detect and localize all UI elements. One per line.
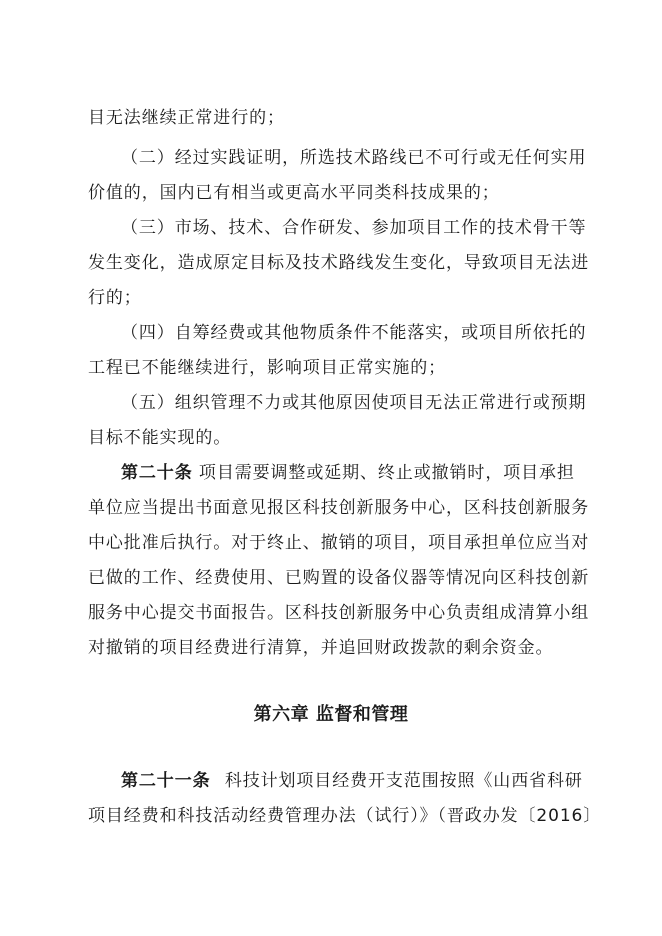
article-20-first-line	[121, 463, 575, 483]
paragraph-line: 对撤销的项目经费进行清算，并追回财政拨款的剩余资金。	[88, 638, 554, 658]
paragraph-line: 行的；	[88, 288, 142, 308]
paragraph-line: （三）市场、技术、合作研发、参加项目工作的技术骨干等	[121, 218, 587, 238]
paragraph-line: 发生变化，造成原定目标及技术路线发生变化，导致项目无法进	[88, 253, 590, 273]
paragraph-line: 中心批准后执行。对于终止、撤销的项目，项目承担单位应当对	[88, 533, 590, 553]
article-21-text: 科技计划项目经费开支范围按照《山西省科研	[224, 771, 583, 791]
paragraph-line: 单位应当提出书面意见报区科技创新服务中心，区科技创新服务	[88, 498, 590, 518]
article-21-first-line	[121, 771, 583, 791]
article-20-title: 第二十条	[121, 463, 193, 483]
paragraph-line: （五）组织管理不力或其他原因使项目无法正常进行或预期	[121, 393, 587, 413]
paragraph-line: 项目经费和科技活动经费管理办法（试行）》（晋政办发〔2016〕	[88, 806, 602, 826]
paragraph-line: （四）自筹经费或其他物质条件不能落实，或项目所依托的	[121, 323, 587, 343]
paragraph-line: 服务中心提交书面报告。区科技创新服务中心负责组成清算小组	[88, 603, 590, 623]
paragraph-line: 已做的工作、经费使用、已购置的设备仪器等情况向区科技创新	[88, 568, 590, 588]
article-21-title: 第二十一条	[121, 771, 211, 791]
article-20-text: 项目需要调整或延期、终止或撤销时，项目承担	[198, 463, 575, 483]
paragraph-line: 目标不能实现的。	[88, 428, 232, 448]
paragraph-line: 工程已不能继续进行，影响项目正常实施的；	[88, 358, 446, 378]
chapter-heading: 第六章 监督和管理	[253, 704, 409, 725]
paragraph-line: 目无法继续正常进行的；	[88, 108, 285, 128]
paragraph-line: 价值的，国内已有相当或更高水平同类科技成果的；	[88, 183, 500, 203]
paragraph-line: （二）经过实践证明，所选技术路线已不可行或无任何实用	[121, 148, 587, 168]
